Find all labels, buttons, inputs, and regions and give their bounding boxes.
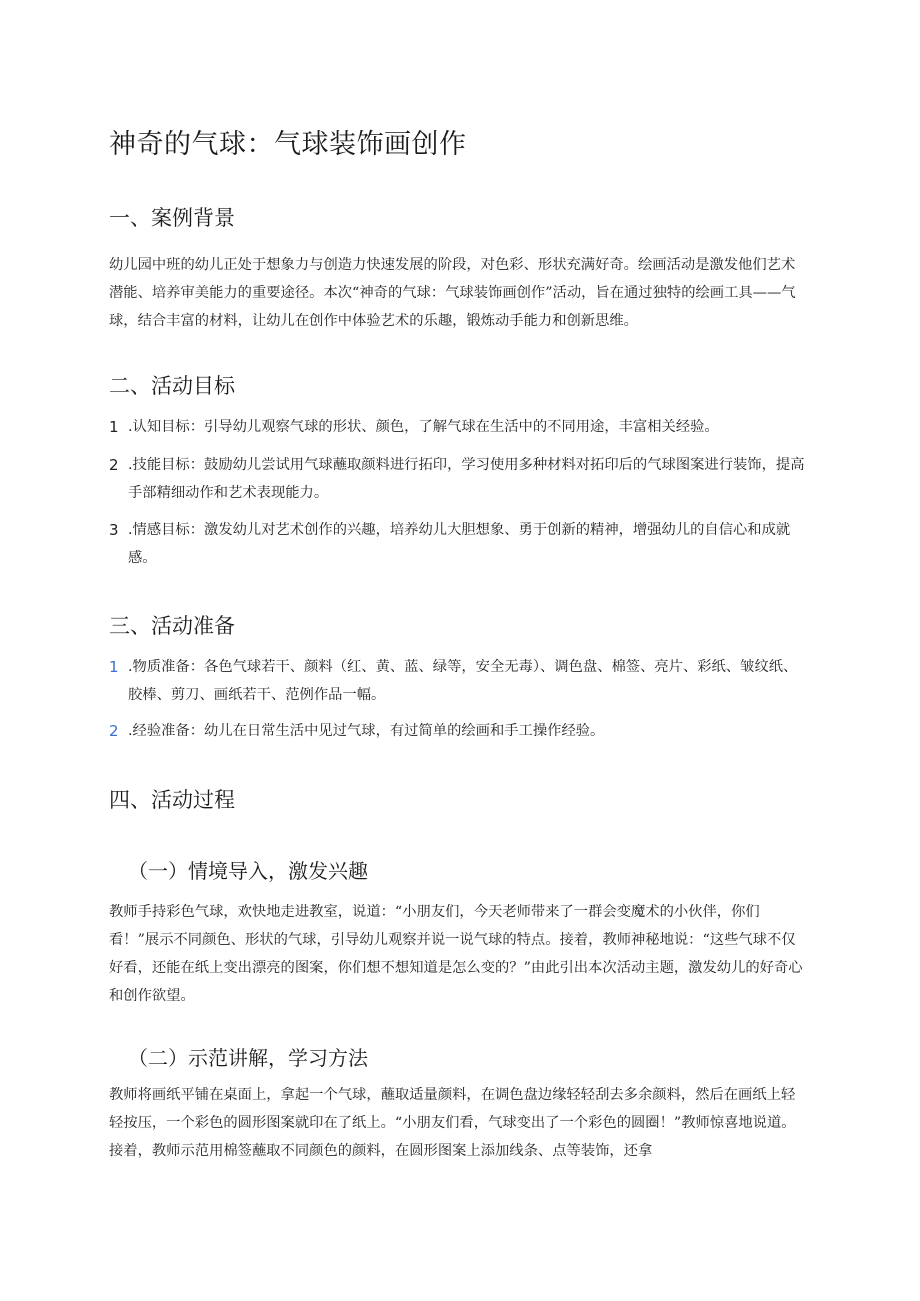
intro-paragraph: 教师手持彩色气球，欢快地走进教室，说道：“小朋友们，今天老师带来了一群会变魔术的小伙伴，你们看！”展示不同颜色、形状的气球，引导幼儿观察并说一说气球的特点。接着，教师神秘地说：“这些气球不仅好看，还能在纸上变出漂亮的图案，你们想不想知道是怎么变的？”由此引出本次活动主题，激发幼儿的好奇心和创作欲望。 xyxy=(109,904,803,1004)
list-item-text: .技能目标：鼓励幼儿尝试用气球蘸取颜料进行拓印，学习使用多种材料对拓印后的气球图案进行装饰，提高手部精细动作和艺术表现能力。 xyxy=(128,457,805,501)
list-number: 1 xyxy=(109,418,119,436)
demo-paragraph: 教师将画纸平铺在桌面上，拿起一个气球，蘸取适量颜料，在调色盘边缘轻轻刮去多余颜料，然后在画纸上轻轻按压，一个彩色的圆形图案就印在了纸上。“小朋友们看，气球变出了一个彩色的圆圈！”教师惊喜地说道。接着，教师示范用棉签蘸取不同颜色的颜料，在圆形图案上添加线条、点等装饰，还拿 xyxy=(109,1087,796,1159)
section-heading-process: 四、活动过程 xyxy=(109,788,235,812)
document-title: 神奇的气球：气球装饰画创作 xyxy=(109,129,467,160)
list-item-text: .情感目标：激发幼儿对艺术创作的兴趣，培养幼儿大胆想象、勇于创新的精神，增强幼儿的自信心和成就感。 xyxy=(128,522,791,566)
list-item-text: .物质准备：各色气球若干、颜料（红、黄、蓝、绿等，安全无毒）、调色盘、棉签、亮片、彩纸、皱纹纸、胶棒、剪刀、画纸若干、范例作品一幅。 xyxy=(128,659,798,703)
background-paragraph: 幼儿园中班的幼儿正处于想象力与创造力快速发展的阶段，对色彩、形状充满好奇。绘画活动是激发他们艺术潜能、培养审美能力的重要途径。本次“神奇的气球：气球装饰画创作”活动，旨在通过独特的绘画工具——气球，结合丰富的材料，让幼儿在创作中体验艺术的乐趣，锻炼动手能力和创新思维。 xyxy=(109,257,796,329)
list-item xyxy=(109,653,809,709)
section-heading-background: 一、案例背景 xyxy=(109,206,235,230)
list-item xyxy=(109,413,809,441)
list-item-text: .经验准备：幼儿在日常生活中见过气球，有过简单的绘画和手工操作经验。 xyxy=(128,723,605,739)
list-item xyxy=(109,451,809,507)
section-heading-goals: 二、活动目标 xyxy=(109,374,235,398)
subsection-heading-demo: （二）示范讲解，学习方法 xyxy=(128,1046,368,1070)
list-item xyxy=(109,516,809,572)
list-item-text: .认知目标：引导幼儿观察气球的形状、颜色，了解气球在生活中的不同用途，丰富相关经验。 xyxy=(128,419,719,435)
list-number: 2 xyxy=(109,722,119,740)
list-number: 1 xyxy=(109,658,119,676)
subsection-heading-intro: （一）情境导入，激发兴趣 xyxy=(128,859,368,883)
section-heading-preparation: 三、活动准备 xyxy=(109,614,235,638)
list-item xyxy=(109,717,809,745)
list-number: 2 xyxy=(109,456,119,474)
list-number: 3 xyxy=(109,521,119,539)
